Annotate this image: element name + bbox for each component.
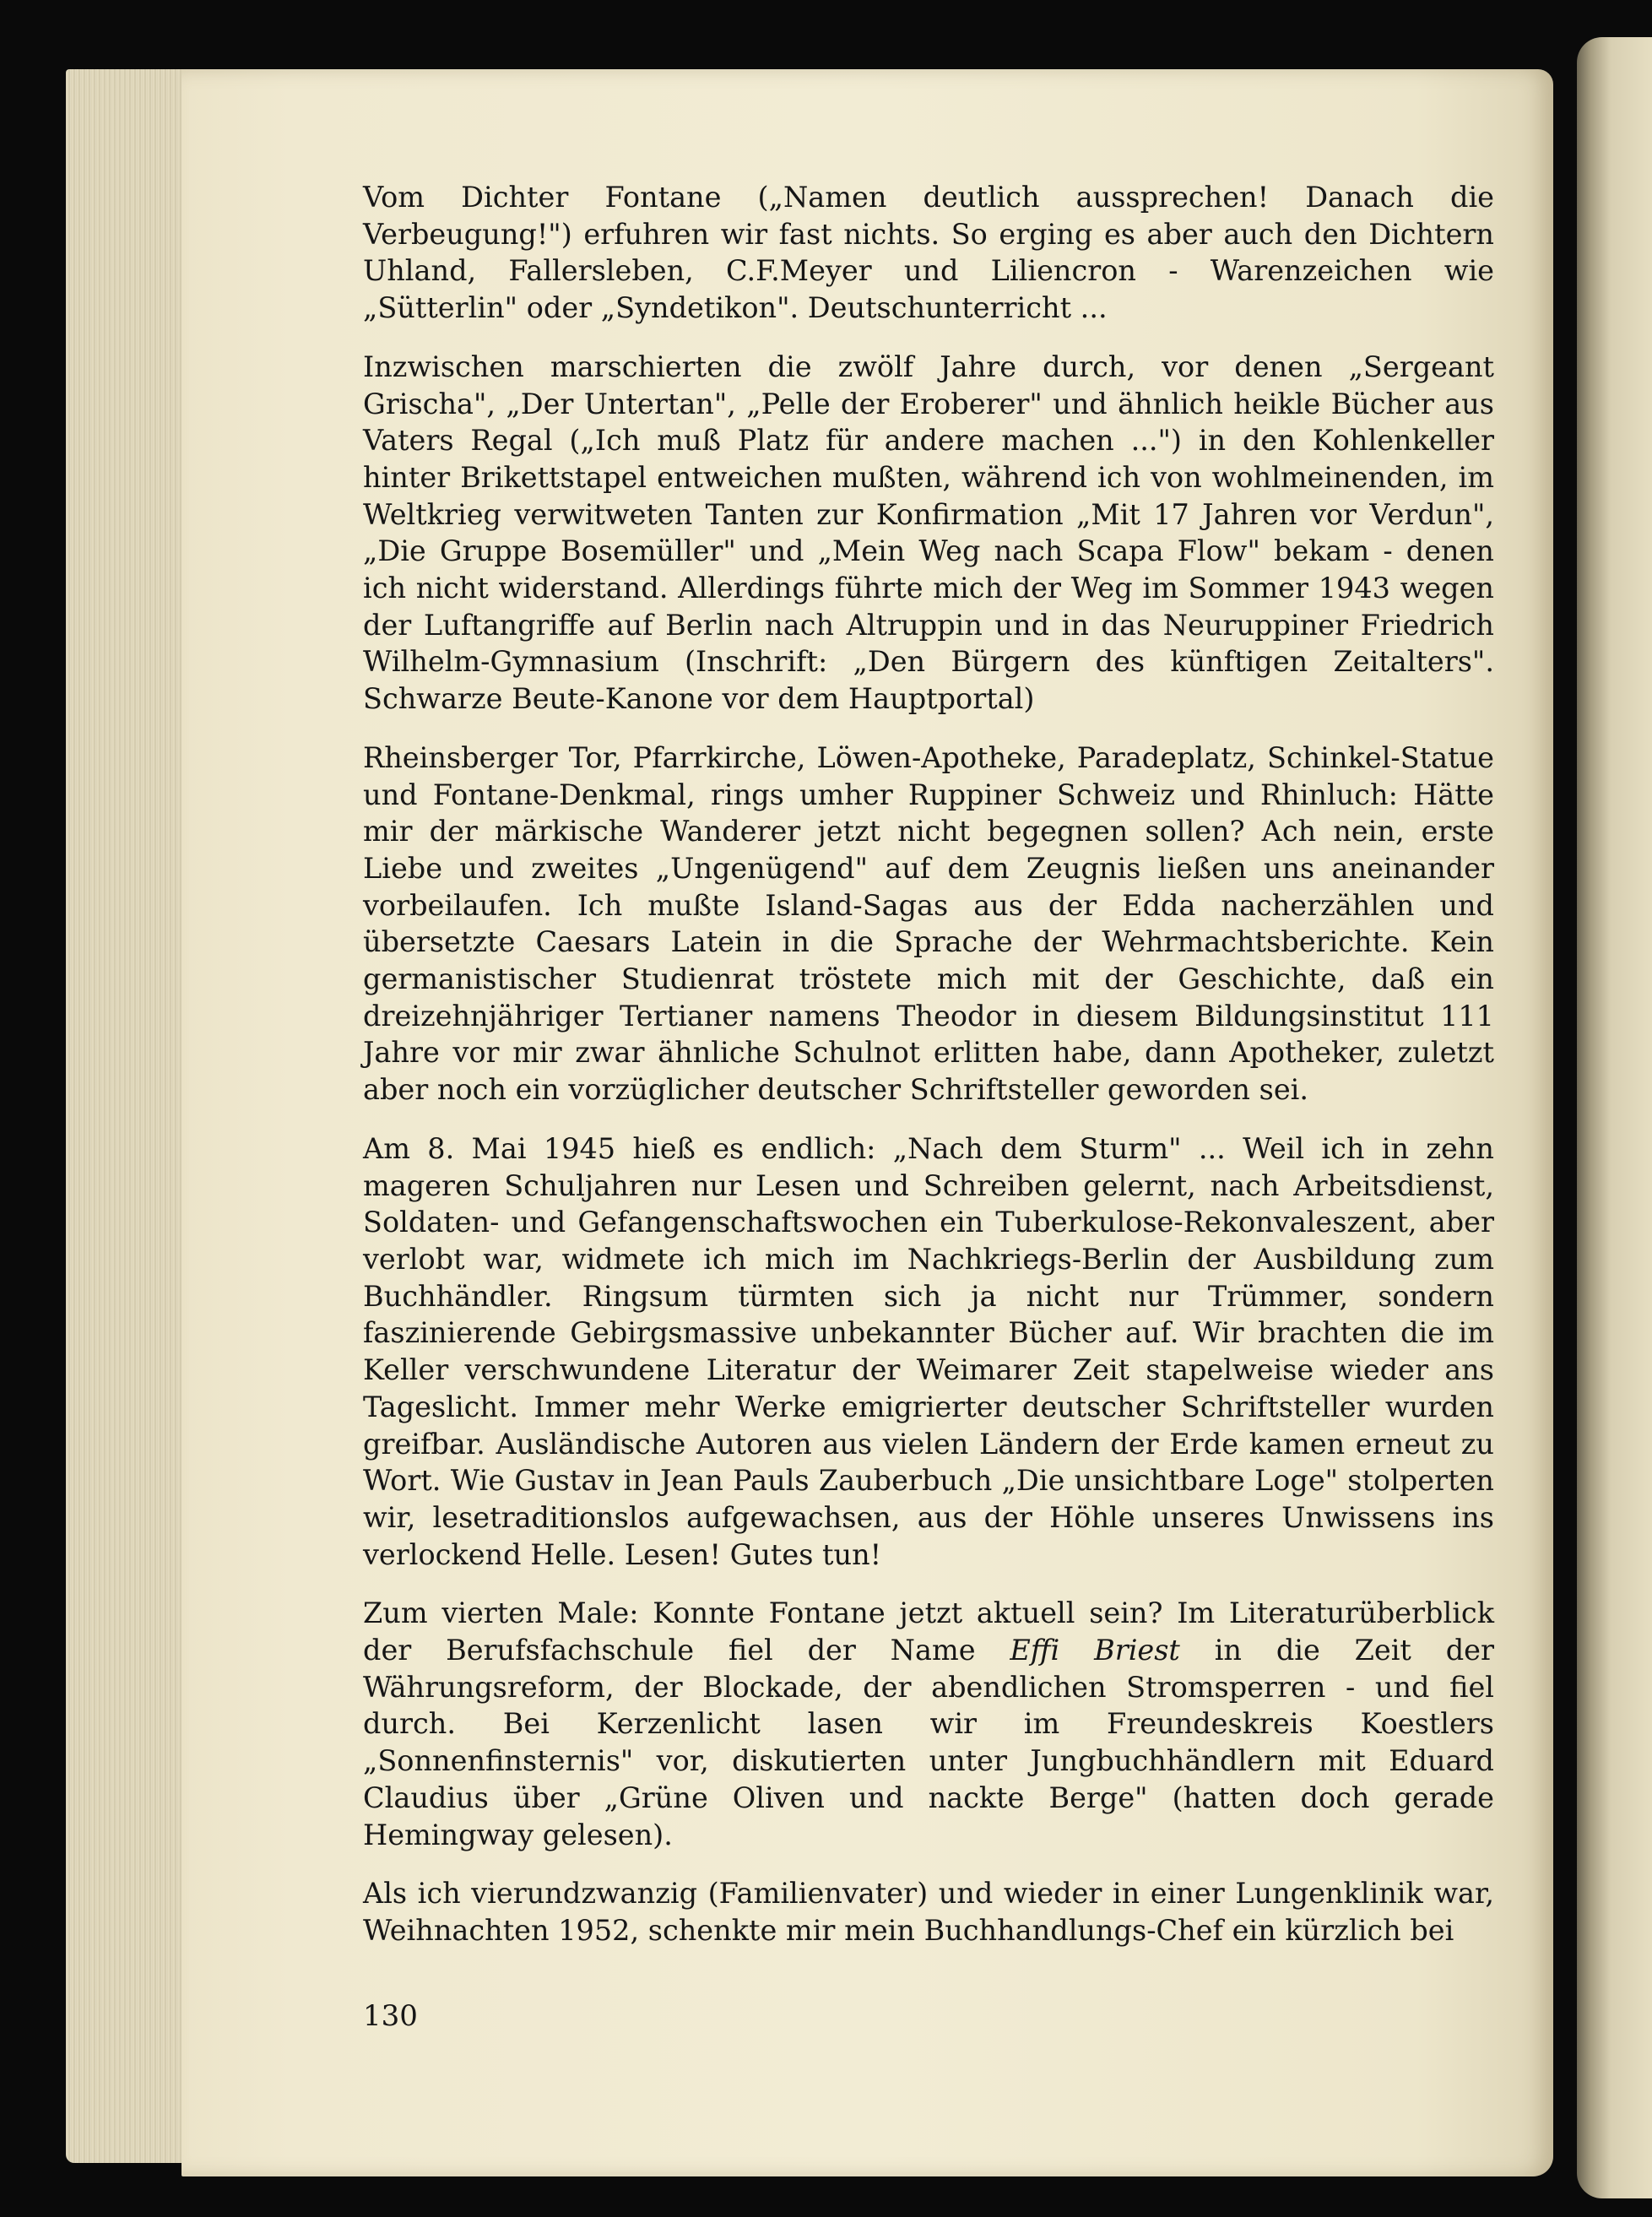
paragraph-6: Als ich vierundzwanzig (Familienvater) und wieder in einer Lungenklinik war, Weihnachten 1952, schenkte mir mein Buchhandlungs-Chef ein kürzlich bei <box>363 1877 1494 1947</box>
paragraph-5 <box>363 1595 1494 1853</box>
paragraph-4: Am 8. Mai 1945 hieß es endlich: „Nach dem Sturm" ... Weil ich in zehn mageren Schuljahren nur Lesen und Schreiben gelernt, nach Arbeitsdienst, Soldaten- und Gefangenschaftswochen ein Tuberkulose-Rekonvaleszent, aber verlobt war, widmete ich mich im Nachkriegs-Berlin der Ausbildung zum Buchhändler. Ringsum türmten sich ja nicht nur Trümmer, sondern faszinierende Gebirgsmassive unbekannter Bücher auf. Wir brachten die im Keller verschwundene Literatur der Weimarer Zeit stapelweise wieder ans Tageslicht. Immer mehr Werke emigrierter deutscher Schriftsteller wurden greifbar. Ausländische Autoren aus vielen Ländern der Erde kamen erneut zu Wort. Wie Gustav in Jean Pauls Zauberbuch „Die unsichtbare Loge" stolperten wir, lesetraditionslos aufgewachsen, aus der Höhle unseres Unwissens ins verlockend Helle. Lesen! Gutes tun! <box>363 1131 1494 1571</box>
paragraph-5-start: Zum vierten Male: Konnte Fontane jetzt aktuell sein? Im Literaturüberblick der Berufsfachschule fiel der Name <box>363 1596 1494 1667</box>
facing-page-edge <box>1577 37 1652 2198</box>
paragraph-5-end: in die Zeit der Währungsreform, der Blockade, der abendlichen Stromsperren - und fiel durch. Bei Kerzenlicht lasen wir im Freundeskreis Koestlers „Sonnenfinsternis" vor, diskutierten unter Jungbuchhändlern mit Eduard Claudius über „Grüne Oliven und nackte Berge" (hatten doch gerade Hemingway gelesen). <box>363 1634 1494 1851</box>
paragraph-2: Inzwischen marschierten die zwölf Jahre durch, vor denen „Sergeant Grischa", „Der Untertan", „Pelle der Eroberer" und ähnlich heikle Bücher aus Vaters Regal („Ich muß Platz für andere machen ...") in den Kohlenkeller hinter Brikettstapel entweichen mußten, während ich von wohlmeinenden, im Weltkrieg verwitweten Tanten zur Konfirmation „Mit 17 Jahren vor Verdun", „Die Gruppe Bosemüller" und „Mein Weg nach Scapa Flow" bekam - denen ich nicht widerstand. Allerdings führte mich der Weg im Sommer 1943 wegen der Luftangriffe auf Berlin nach Altruppin und in das Neuruppiner Friedrich Wilhelm-Gymnasium (Inschrift: „Den Bürgern des künftigen Zeitalters". Schwarze Beute-Kanone vor dem Hauptportal) <box>363 350 1494 716</box>
body-text <box>363 179 1494 1971</box>
paragraph-3: Rheinsberger Tor, Pfarrkirche, Löwen-Apotheke, Paradeplatz, Schinkel-Statue und Fontane-Denkmal, rings umher Ruppiner Schweiz und Rhinluch: Hätte mir der märkische Wanderer jetzt nicht begegnen sollen? Ach nein, erste Liebe und zweites „Ungenügend" auf dem Zeugnis ließen uns aneinander vorbeilaufen. Ich mußte Island-Sagas aus der Edda nacherzählen und übersetzte Caesars Latein in die Sprache der Wehrmachtsberichte. Kein germanistischer Studienrat tröstete mich mit der Geschichte, daß ein dreizehnjähriger Tertianer namens Theodor in diesem Bildungsinstitut 111 Jahre vor mir zwar ähnliche Schulnot erlitten habe, dann Apotheker, zuletzt aber noch ein vorzüglicher deutscher Schriftsteller geworden sei. <box>363 740 1494 1107</box>
page-number: 130 <box>363 1999 418 2033</box>
book-title-effi-briest: Effi Briest <box>1010 1634 1180 1667</box>
paragraph-1: Vom Dichter Fontane („Namen deutlich aussprechen! Danach die Verbeugung!") erfuhren wir fast nichts. So erging es aber auch den Dichtern Uhland, Fallersleben, C.F.Meyer und Liliencron - Warenzeichen wie „Sütterlin" oder „Syndetikon". Deutschunterricht ... <box>363 181 1494 325</box>
